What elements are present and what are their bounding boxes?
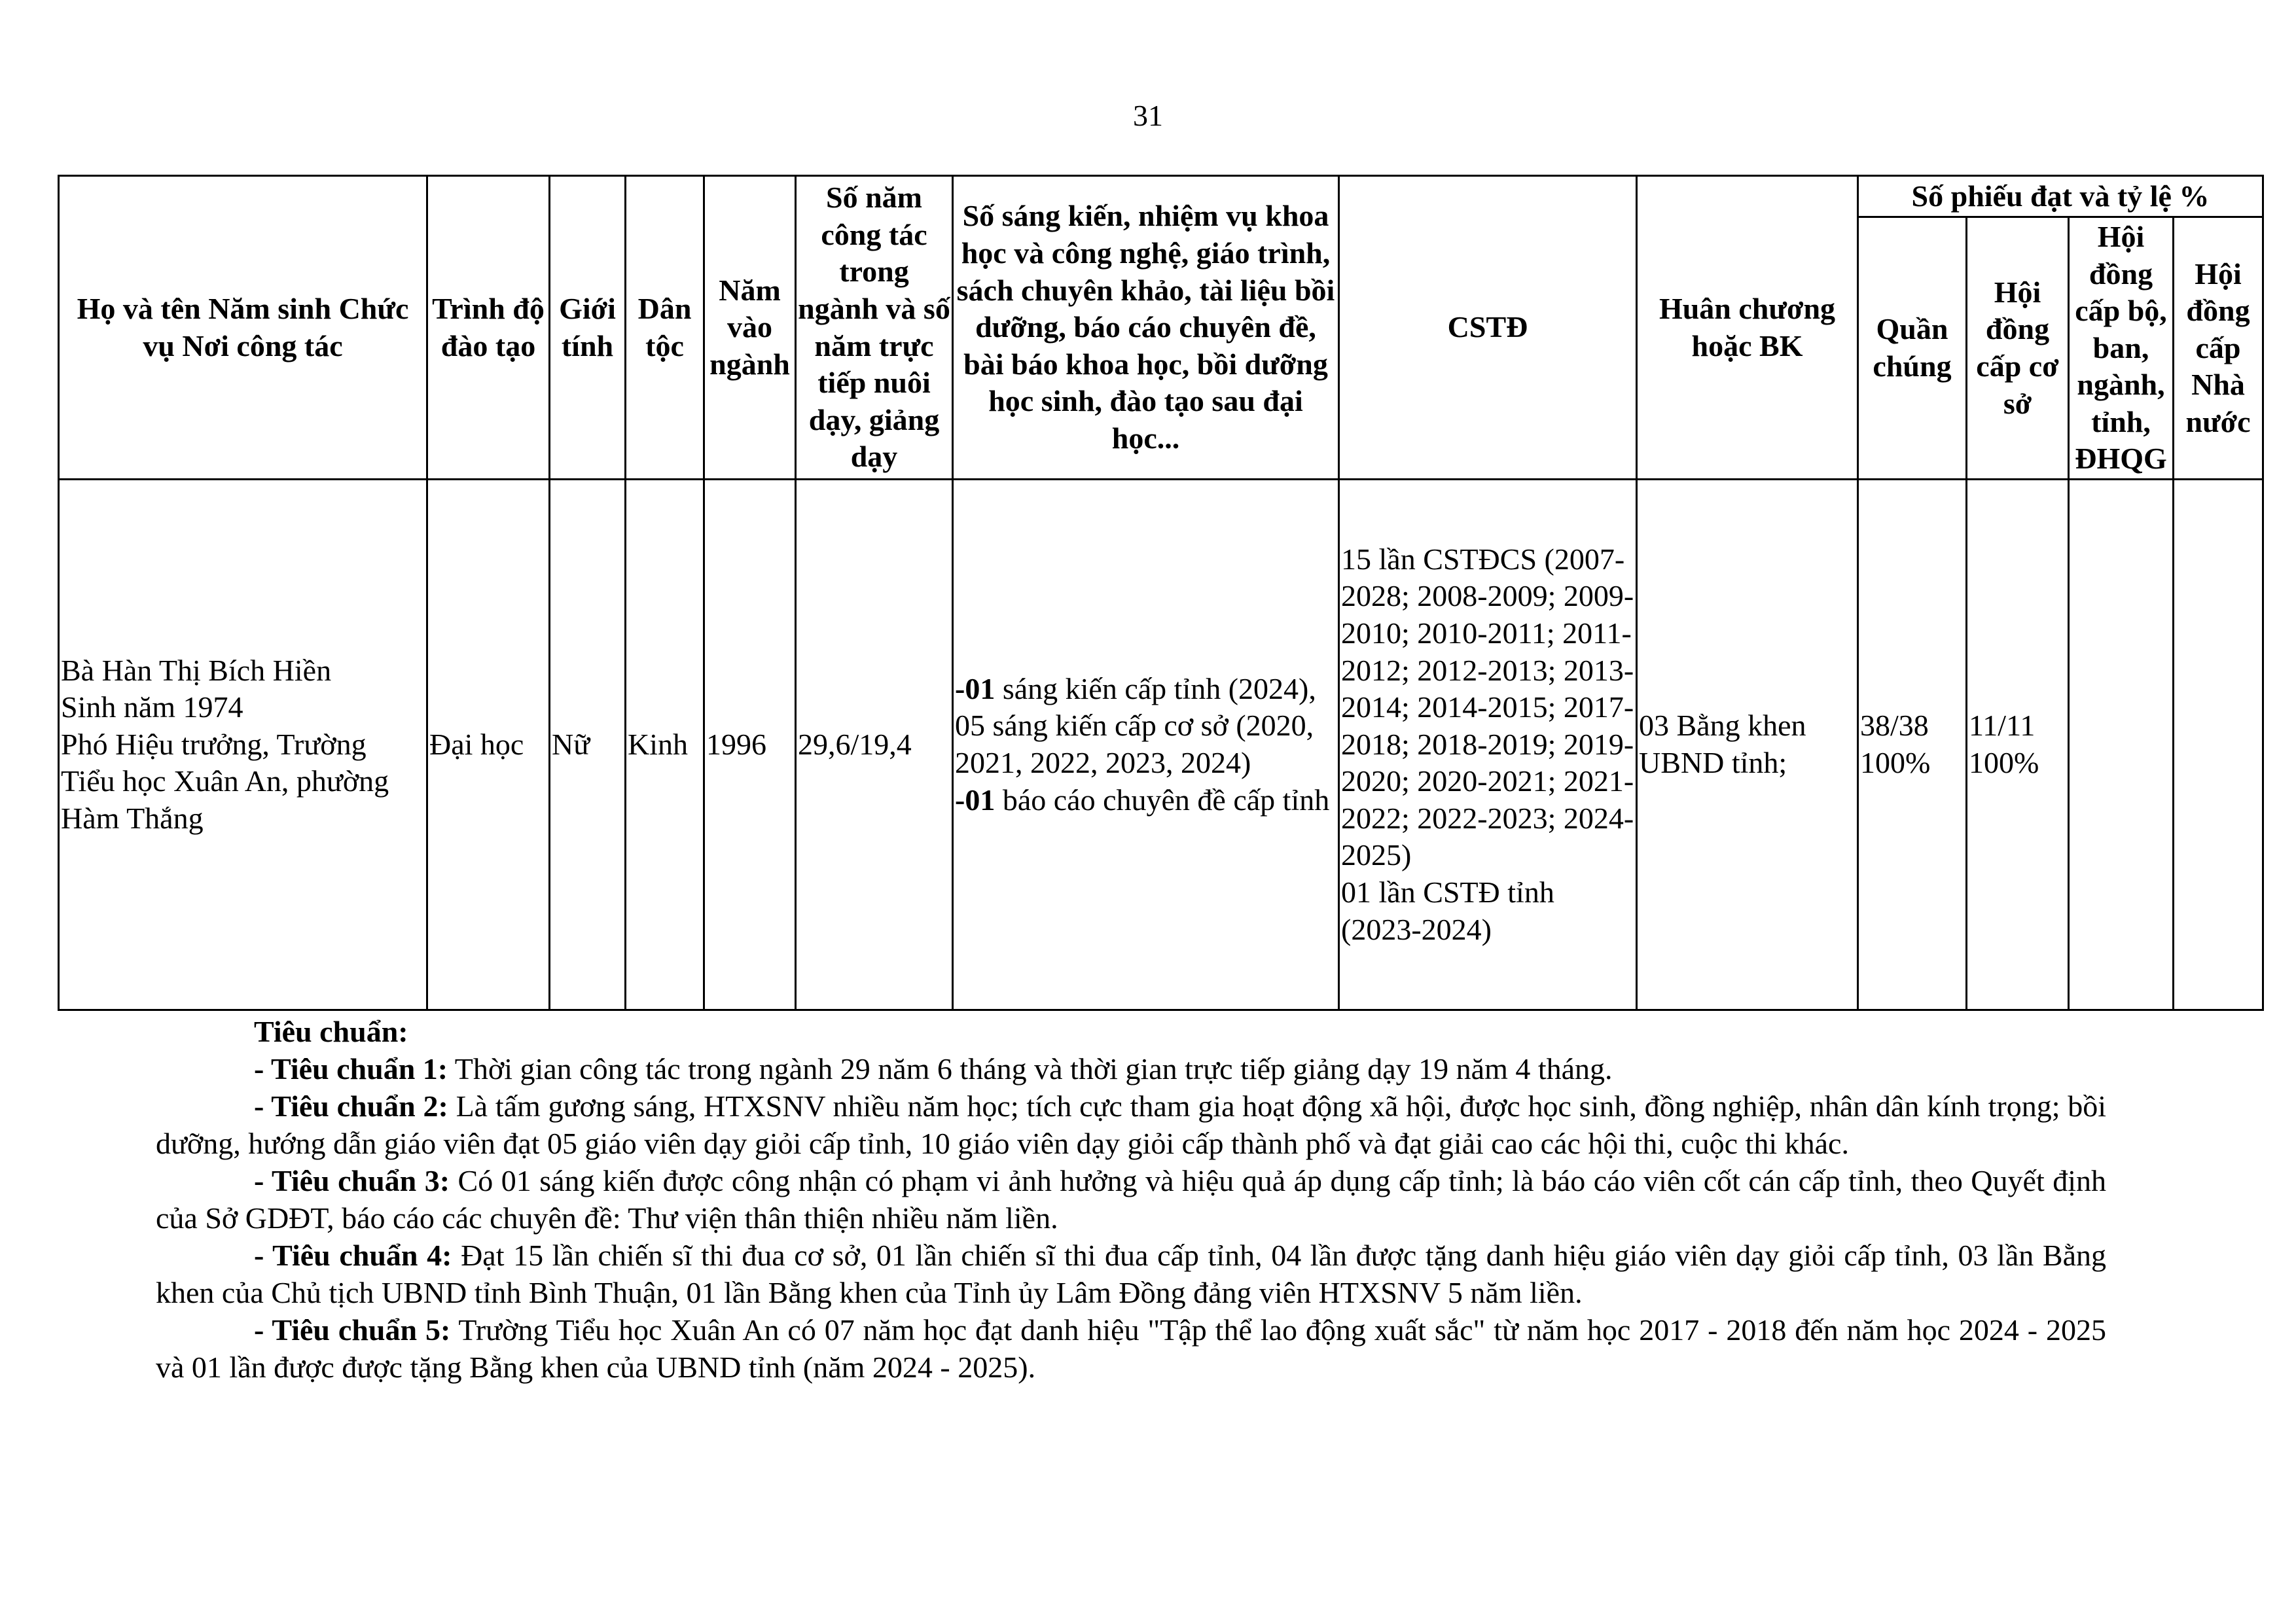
cell-votes-state (2174, 480, 2263, 1010)
initiative-1-text: sáng kiến cấp tỉnh (2024), 05 sáng kiến cấp cơ sở (2020, 2021, 2022, 2023, 2024) (955, 671, 1316, 779)
header-votes-ministry: Hội đồng cấp bộ, ban, ngành, tỉnh, ĐHQG (2069, 217, 2174, 480)
cell-ethnicity: Kinh (626, 480, 704, 1010)
cell-gender: Nữ (550, 480, 626, 1010)
cell-years-service: 29,6/19,4 (796, 480, 953, 1010)
header-year-joined: Năm vào ngành (704, 176, 796, 480)
criteria-label: - Tiêu chuẩn 4: (254, 1239, 452, 1272)
criteria-item (156, 1087, 2106, 1162)
page-number: 31 (1133, 99, 1163, 132)
cell-votes-base (1967, 480, 2069, 1010)
cell-name (59, 480, 427, 1010)
birth-line: Sinh năm 1974 (61, 690, 243, 724)
header-votes-base: Hội đồng cấp cơ sở (1967, 217, 2069, 480)
header-ethnicity: Dân tộc (626, 176, 704, 480)
criteria-text: Có 01 sáng kiến được công nhận có phạm vi ảnh hưởng và hiệu quả áp dụng cấp tỉnh; là báo cáo viên cốt cán cấp tỉnh, theo Quyết định của Sở GDĐT, báo cáo các chuyên đề: Thư viện thân thiện nhiều năm liền. (156, 1164, 2106, 1235)
header-gender: Giới tính (550, 176, 626, 480)
criteria-item (156, 1050, 2106, 1087)
criteria-item (156, 1237, 2106, 1311)
criteria-item (156, 1162, 2106, 1237)
cstd-base: 15 lần CSTĐCS (2007-2028; 2008-2009; 2009-2010; 2010-2011; 2011-2012; 2012-2013; 2013-2014; 2014-2015; 2017-2018; 2018-2019; 2019-2020; 2020-2021; 2021-2022; 2022-2023; 2024-2025) (1341, 542, 1634, 872)
header-initiatives: Số sáng kiến, nhiệm vụ khoa học và công nghệ, giáo trình, sách chuyên khảo, tài liệu bồi dưỡng, báo cáo chuyên đề, bài báo khoa học, bồi dưỡng học sinh, đào tạo sau đại học... (953, 176, 1339, 480)
criteria-section (156, 1013, 2106, 1386)
table-header-row (59, 176, 2263, 217)
initiative-2-count: -01 (955, 783, 996, 817)
criteria-label: - Tiêu chuẩn 5: (254, 1313, 451, 1347)
criteria-label: - Tiêu chuẩn 3: (254, 1164, 450, 1197)
header-cstd: CSTĐ (1339, 176, 1637, 480)
header-name: Họ và tên Năm sinh Chức vụ Nơi công tác (59, 176, 427, 480)
header-votes-group: Số phiếu đạt và tỷ lệ % (1858, 176, 2263, 217)
header-votes-public: Quần chúng (1858, 217, 1967, 480)
criteria-label: - Tiêu chuẩn 1: (254, 1052, 448, 1086)
criteria-heading: Tiêu chuẩn: (254, 1015, 408, 1048)
nominee-table (58, 175, 2264, 1011)
cell-cstd (1339, 480, 1637, 1010)
criteria-text: Thời gian công tác trong ngành 29 năm 6 tháng và thời gian trực tiếp giảng dạy 19 năm 4 tháng. (448, 1052, 1613, 1086)
criteria-label: - Tiêu chuẩn 2: (254, 1089, 448, 1123)
table-row (59, 480, 2263, 1010)
header-education: Trình độ đào tạo (427, 176, 550, 480)
cstd-province: 01 lần CSTĐ tỉnh (2023-2024) (1341, 875, 1554, 946)
initiative-1-count: -01 (955, 671, 996, 705)
header-votes-state: Hội đồng cấp Nhà nước (2174, 217, 2263, 480)
votes-base-pct: 100% (1969, 746, 2039, 779)
cell-medal: 03 Bằng khen UBND tỉnh; (1637, 480, 1858, 1010)
name-line: Bà Hàn Thị Bích Hiền (61, 653, 332, 687)
initiative-2-text: báo cáo chuyên đề cấp tỉnh (995, 783, 1330, 817)
cell-initiatives (953, 480, 1339, 1010)
criteria-text: Trường Tiểu học Xuân An có 07 năm học đạt danh hiệu "Tập thể lao động xuất sắc" từ năm học 2017 - 2018 đến năm học 2024 - 2025 và 01 lần được được tặng Bằng khen của UBND tỉnh (năm 2024 - 2025). (156, 1313, 2107, 1384)
cell-education: Đại học (427, 480, 550, 1010)
cell-votes-ministry (2069, 480, 2174, 1010)
header-years-service: Số năm công tác trong ngành và số năm trực tiếp nuôi dạy, giảng dạy (796, 176, 953, 480)
votes-base-count: 11/11 (1969, 709, 2036, 743)
criteria-item (156, 1311, 2106, 1386)
header-medal: Huân chương hoặc BK (1637, 176, 1858, 480)
cell-year-joined: 1996 (704, 480, 796, 1010)
criteria-text: Là tấm gương sáng, HTXSNV nhiều năm học; tích cực tham gia hoạt động xã hội, được học sinh, đồng nghiệp, nhân dân kính trọng; bồi dưỡng, hướng dẫn giáo viên đạt 05 giáo viên dạy giỏi cấp tỉnh, 10 giáo viên dạy giỏi cấp thành phố và đạt giải cao các hội thi, cuộc thi khác. (156, 1089, 2106, 1160)
position-line: Phó Hiệu trưởng, Trường Tiểu học Xuân An, phường Hàm Thắng (61, 727, 389, 835)
votes-public-pct: 100% (1860, 746, 1931, 779)
criteria-text: Đạt 15 lần chiến sĩ thi đua cơ sở, 01 lần chiến sĩ thi đua cấp tỉnh, 04 lần được tặng danh hiệu giáo viên dạy giỏi cấp tỉnh, 03 lần Bằng khen của Chủ tịch UBND tỉnh Bình Thuận, 01 lần Bằng khen của Tỉnh ủy Lâm Đồng đảng viên HTXSNV 5 năm liền. (156, 1239, 2107, 1309)
cell-votes-public (1858, 480, 1967, 1010)
votes-public-count: 38/38 (1860, 709, 1929, 743)
